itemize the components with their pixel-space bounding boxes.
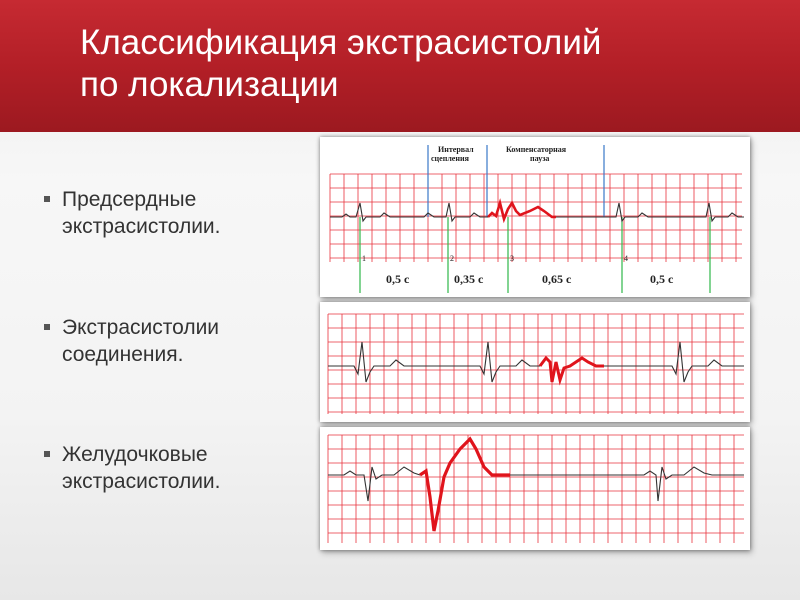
ecg-grid xyxy=(328,435,744,543)
bullet-atrial-line-1: Предсердные xyxy=(62,188,197,211)
ecg-trace-extrasystole xyxy=(420,439,510,531)
ecg-trace-normal-2 xyxy=(510,467,744,501)
ecg-trace-normal-2 xyxy=(604,342,744,382)
bullet-ventricular-line-2: экстрасистолии. xyxy=(62,470,221,493)
bullet-marker xyxy=(44,451,50,457)
interval-label-2: 0,35 с xyxy=(454,272,484,286)
ecg-trace-normal-2 xyxy=(556,203,744,221)
title-line-2: по локализации xyxy=(80,65,339,104)
complex-number-3: 3 xyxy=(510,254,514,263)
label-pause-line-1: Компенсаторная xyxy=(506,145,567,154)
bullet-junctional-line-1: Экстрасистолии xyxy=(62,316,220,339)
ecg-trace-normal xyxy=(330,203,488,221)
bullet-text xyxy=(62,314,302,368)
ecg-trace-normal xyxy=(328,342,540,382)
ecg-grid xyxy=(330,174,742,262)
ecg-panel-junctional xyxy=(320,302,750,422)
interval-label-3: 0,65 с xyxy=(542,272,572,286)
bullet-marker xyxy=(44,196,50,202)
ecg-atrial-svg xyxy=(320,137,750,297)
interval-label-4: 0,5 с xyxy=(650,272,674,286)
bullet-marker xyxy=(44,324,50,330)
complex-number-1: 1 xyxy=(362,254,366,263)
ecg-panel-ventricular xyxy=(320,427,750,550)
title-line-1: Классификация экстрасистолий xyxy=(80,23,602,62)
ecg-panel-atrial xyxy=(320,137,750,297)
ecg-grid xyxy=(328,314,744,414)
complex-number-2: 2 xyxy=(450,254,454,263)
bullet-atrial-line-2: экстрасистолии. xyxy=(62,215,221,238)
bullet-text xyxy=(62,186,302,240)
label-coupling-line-1: Интервал xyxy=(438,145,474,154)
bullet-text xyxy=(62,441,302,495)
bullet-ventricular-line-1: Желудочковые xyxy=(62,443,208,466)
ecg-junctional-svg xyxy=(320,302,750,422)
slide-title xyxy=(80,22,780,106)
label-coupling-line-2: сцепления xyxy=(431,154,469,163)
ecg-ventricular-svg xyxy=(320,427,750,550)
bullet-junctional-line-2: соединения. xyxy=(62,343,184,366)
label-pause-line-2: пауза xyxy=(530,154,550,163)
interval-label-1: 0,5 с xyxy=(386,272,410,286)
complex-number-4: 4 xyxy=(624,254,628,263)
